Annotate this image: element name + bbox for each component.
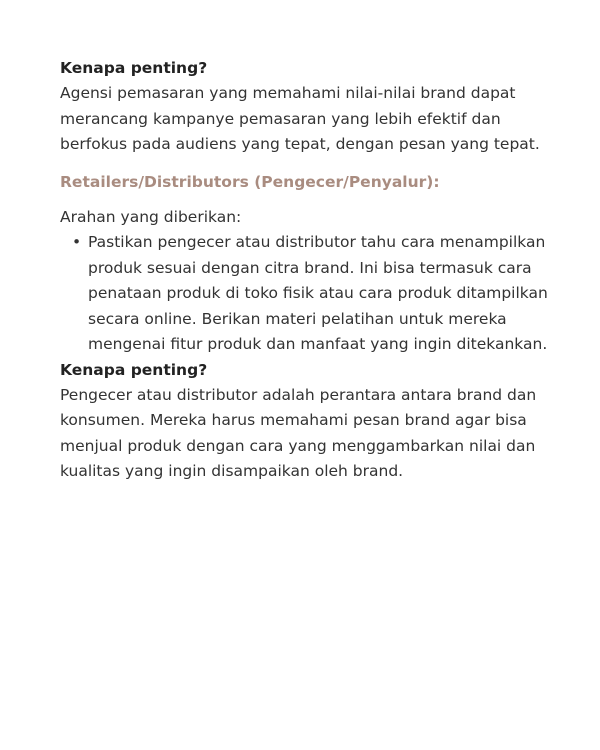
bullet-icon: • bbox=[72, 233, 82, 251]
spacer bbox=[60, 195, 550, 205]
why-important-text-1: Agensi pemasaran yang memahami nilai-nilai brand dapat merancang kampanye pemasaran yang lebih efektif dan berfokus pada audiens yang tepat, dengan pesan yang tepat. bbox=[60, 84, 540, 153]
document-page bbox=[60, 56, 550, 485]
section-title-retailers: Retailers/Distributors (Pengecer/Penyalur): bbox=[60, 172, 440, 191]
list-item-text: Pastikan pengecer atau distributor tahu cara menampilkan produk sesuai dengan citra brand. Ini bisa termasuk cara penataan produk di toko fisik atau cara produk ditampilkan secara online. Berikan materi pelatihan untuk mereka mengenai fitur produk dan manfaat yang ingin ditekankan. bbox=[88, 233, 548, 353]
why-important-text-2: Pengecer atau distributor adalah perantara antara brand dan konsumen. Mereka harus memahami pesan brand agar bisa menjual produk dengan cara yang menggambarkan nilai dan kualitas yang ingin disampaikan oleh brand. bbox=[60, 385, 537, 480]
list-item bbox=[60, 230, 550, 358]
spacer bbox=[60, 158, 550, 170]
directive-intro: Arahan yang diberikan: bbox=[60, 207, 242, 226]
why-important-heading-1: Kenapa penting? bbox=[60, 59, 208, 77]
directive-list bbox=[60, 230, 550, 358]
why-important-heading-2: Kenapa penting? bbox=[60, 360, 208, 379]
